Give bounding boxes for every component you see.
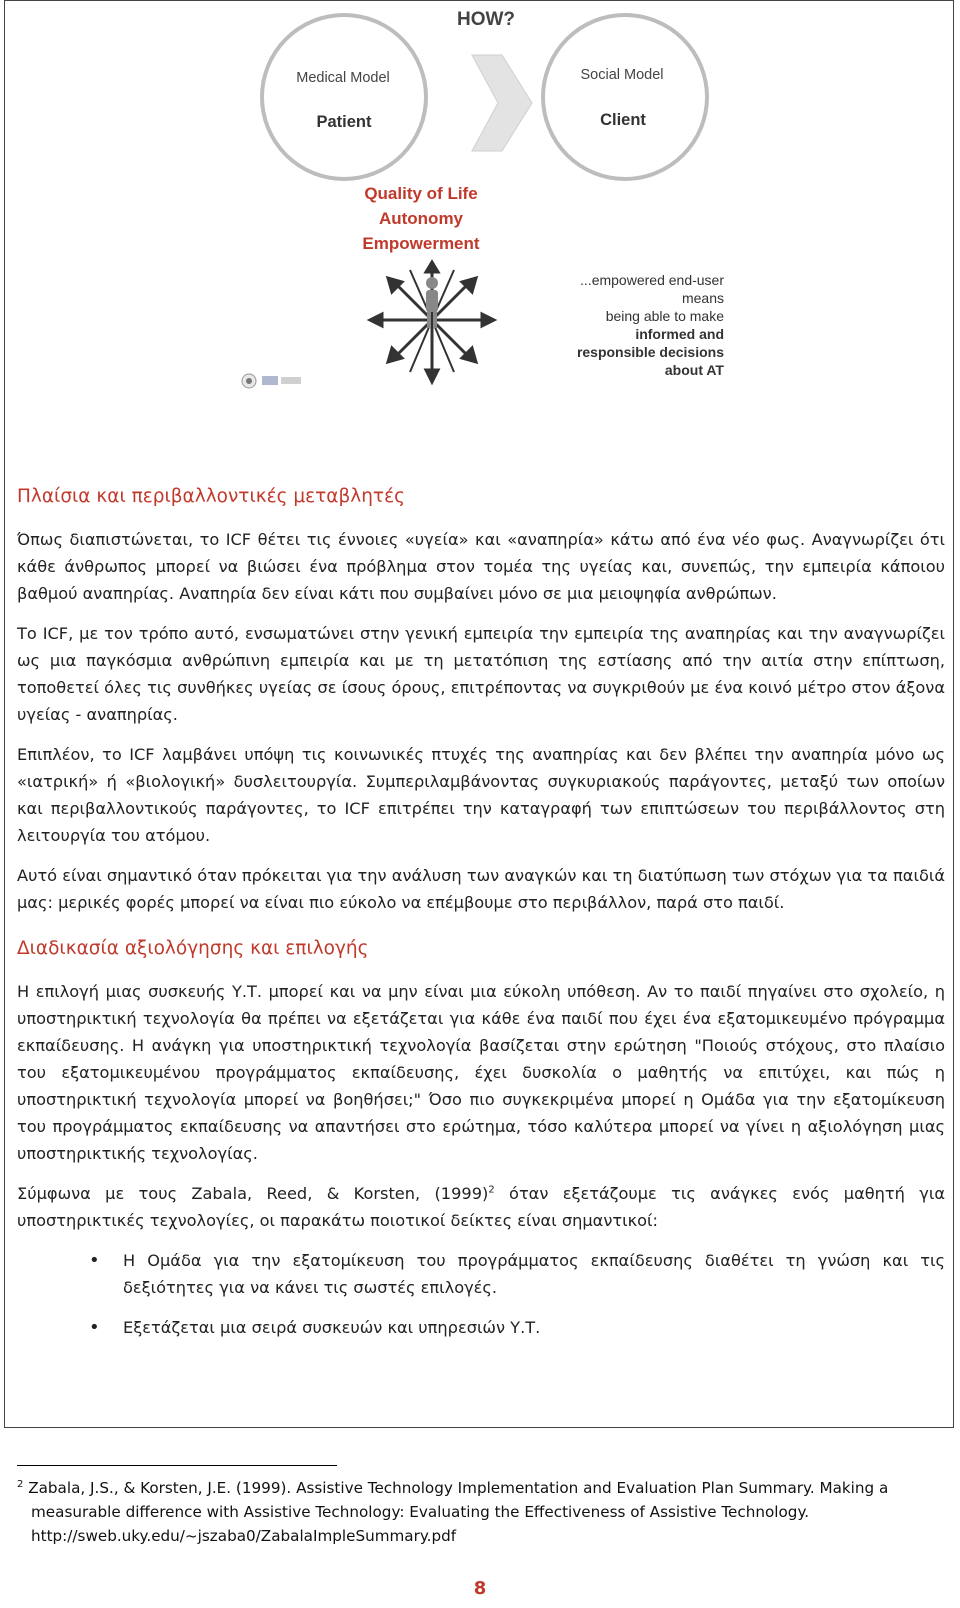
social-model-circle <box>543 15 707 179</box>
paragraph: Το ICF, με τον τρόπο αυτό, ενσωματώνει στην γενική εμπειρία την εμπειρία της αναπηρίας και την αναγνωρίζει ως μια παγκόσμια ανθρώπινη εμπειρία και με τη μετατόπιση της εστίασης από την αιτία στην επίπτωση, τοποθετεί όλες τις συνθήκες υγείας σε ίσους όρους, επιτρέποντας να συγκριθούν με ένα κοινό μέτρο στον άξονα υγείας - αναπηρίας. <box>17 624 945 724</box>
section-heading-assessment: Διαδικασία αξιολόγησης και επιλογής <box>17 938 369 959</box>
enduser-line-6: about AT <box>664 362 724 378</box>
footnote-divider <box>17 1465 337 1466</box>
list-item: • Η Ομάδα για την εξατομίκευση του προγράμματος εκπαίδευσης διαθέτει τη γνώση και τις δεξιότητες για να κάνει τις σωστές επιλογές. <box>123 1247 945 1301</box>
footnote-url[interactable]: http://sweb.uky.edu/~jszaba0/ZabalaImpleSummary.pdf <box>31 1527 457 1545</box>
paragraph: Επιπλέον, το ICF λαμβάνει υπόψη τις κοινωνικές πτυχές της αναπηρίας και δεν βλέπει την αναπηρία μόνο ως «ιατρική» ή «βιολογική» δυσλειτουργία. Συμπεριλαμβάνοντας συγκυριακούς παράγοντες, μεταξύ των οποίων και περιβαλλοντικούς παράγοντες, το ICF επιτρέπει την καταγραφή των επιπτώσεων του περιβάλλοντος στη λειτουργία του ατόμου. <box>17 745 945 845</box>
partner-logos <box>242 374 301 388</box>
footnote-line-1: Zabala, J.S., & Korsten, J.E. (1999). Assistive Technology Implementation and Evaluation Plan Summary. Making a <box>28 1479 889 1497</box>
empowerment-text: Empowerment <box>362 234 480 253</box>
main-content <box>17 484 945 1354</box>
social-model-label: Social Model <box>580 67 664 83</box>
enduser-line-4: informed and <box>635 326 724 342</box>
list-item: • Εξετάζεται μια σειρά συσκευών και υπηρεσιών Υ.Τ. <box>123 1314 945 1341</box>
section-heading-contexts: Πλαίσια και περιβαλλοντικές μεταβλητές <box>17 486 405 507</box>
footnote-ref: 2 <box>488 1184 495 1196</box>
enduser-line-2: means <box>681 290 724 306</box>
patient-label: Patient <box>316 113 372 131</box>
paragraph-text: όταν εξετάζουμε τις ανάγκες ενός μαθητή για υποστηρικτικές τεχνολογίες, οι παρακάτω ποιοτικοί δείκτες είναι σημαντικοί: <box>17 1184 945 1230</box>
enduser-line-5: responsible decisions <box>576 344 724 360</box>
how-title: HOW? <box>456 9 516 30</box>
autonomy-text: Autonomy <box>378 209 464 228</box>
quality-indicators-list <box>17 1247 945 1341</box>
client-label: Client <box>600 111 646 129</box>
medical-model-label: Medical Model <box>296 70 390 86</box>
paragraph-with-citation <box>17 1180 945 1234</box>
enduser-line-3: being able to make <box>605 308 724 324</box>
footnote <box>17 1476 947 1548</box>
medical-social-model-figure <box>240 0 760 405</box>
paragraph-text: Σύμφωνα με τους Zabala, Reed, & Korsten, (1999) <box>17 1184 489 1203</box>
paragraph: Αυτό είναι σημαντικό όταν πρόκειται για την ανάλυση των αναγκών και τη διατύπωση των στόχων για τα παιδιά μας: μερικές φορές μπορεί να είναι πιο εύκολο να επέμβουμε στο περιβάλλον, παρά στο παιδί. <box>17 866 945 912</box>
paragraph: Όπως διαπιστώνεται, το ICF θέτει τις έννοιες «υγεία» και «αναπηρία» κάτω από ένα νέο φως. Αναγνωρίζει ότι κάθε άνθρωπος μπορεί να βιώσει ένα πρόβλημα στον τομέα της υγείας και, συνεπώς, την εμπειρία κάποιου βαθμού αναπηρίας. Αναπηρία δεν είναι κάτι που συμβαίνει μόνο σε μια μειοψηφία ανθρώπων. <box>17 530 945 603</box>
footnote-number: 2 <box>17 1478 24 1490</box>
medical-model-circle <box>262 15 426 179</box>
page-number: 8 <box>473 1578 487 1599</box>
enduser-line-1: ...empowered end-user <box>580 272 724 288</box>
transition-arrow <box>472 55 532 151</box>
quality-of-life-text: Quality of Life <box>364 184 478 203</box>
footnote-line-2: measurable difference with Assistive Technology: Evaluating the Effectiveness of Assistive Technology. <box>31 1503 810 1521</box>
paragraph: Η επιλογή μιας συσκευής Υ.Τ. μπορεί και να μην είναι μια εύκολη υπόθεση. Αν το παιδί πηγαίνει στο σχολείο, η υποστηρικτική τεχνολογία θα πρέπει να εξετάζεται για κάθε ένα παιδί που έχει ένα εξατομικευμένο πρόγραμμα εκπαίδευσης. Η ανάγκη για υποστηρικτική τεχνολογία βασίζεται στην ερώτηση "Ποιούς στόχους, στο πλαίσιο του εξατομικευμένου προγράμματος εκπαίδευσης, έχει δυσκολία ο μαθητής να επιτύχει, και πώς η υποστηρικτική τεχνολογία μπορεί να βοηθήσει;" Όσο πιο συγκεκριμένα μπορεί η Ομάδα για την εξατομίκευση του προγράμματος εκπαίδευσης να απαντήσει στο ερώτημα, τόσο καλύτερα μπορεί να γίνει η αξιολόγηση μιας υποστηρικτικής τεχνολογίας. <box>17 982 945 1163</box>
